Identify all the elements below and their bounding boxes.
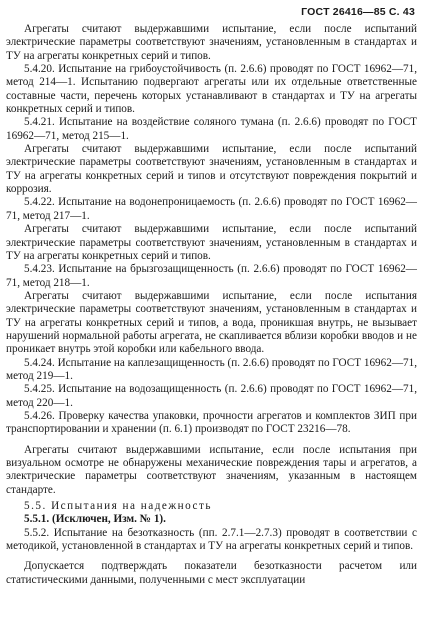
clause-5-4-26: 5.4.26. Проверку качества упаковки, прочности агрегатов и комплектов ЗИП при транспортировании и хранении (п. 6.1) производят по ГОСТ 23216—78.	[6, 409, 417, 436]
clause-5-5-2: 5.5.2. Испытание на безотказность (пп. 2.7.1—2.7.3) проводят в соответствии с методикой, установленной в стандартах и ТУ на агрегаты конкретных серий и типов.	[6, 526, 417, 553]
clause-5-5-1: 5.5.1. (Исключен, Изм. № 1).	[24, 513, 166, 526]
clause-5-4-20: 5.4.20. Испытание на грибоустойчивость (п. 2.6.6) проводят по ГОСТ 16962—71, метод 214—1. Испытанию подвергают агрегаты или их отдельные ответственные составные части, перечень которых устанавливают в стандартах и ТУ на агрегаты конкретных серий и типов.	[6, 63, 417, 116]
paragraph: Агрегаты считают выдержавшими испытание, если после испытания электрические параметры соответствуют значениям, установленным в стандартах и ТУ на агрегаты конкретных серий и типов, а вода, проникшая внутрь, не вызывает нарушений нормальной работы агрегата, не скапливается вблизи коробки вводов и не проникает внутрь этой коробки или кабельного ввода.	[6, 289, 417, 356]
clause-5-4-24: 5.4.24. Испытание на каплезащищенность (п. 2.6.6) проводят по ГОСТ 16962—71, метод 219—1.	[6, 356, 417, 382]
clause-5-4-21: 5.4.21. Испытание на воздействие соляного тумана (п. 2.6.6) проводят по ГОСТ 16962—71, метод 215—1.	[6, 116, 417, 142]
clause-5-4-25: 5.4.25. Испытание на водозащищенность (п. 2.6.6) проводят по ГОСТ 16962—71, метод 220—1.	[6, 383, 417, 409]
clause-5-4-23: 5.4.23. Испытание на брызгозащищенность (п. 2.6.6) проводят по ГОСТ 16962—71, метод 218—1.	[6, 263, 417, 289]
paragraph: Агрегаты считают выдержавшими испытание, если после испытаний электрические параметры соответствуют значениям, установленным в стандартах и ТУ на агрегаты конкретных серий и типов и отсутствуют повреждения покрытий и коррозия.	[6, 143, 417, 196]
paragraph: Агрегаты считают выдержавшими испытание, если после испытания при визуальном осмотре не обнаружены механические повреждения тары и агрегатов, а электрические параметры соответствуют значениям, указанным в настоящем стандарте.	[6, 443, 417, 496]
paragraph: Агрегаты считают выдержавшими испытание, если после испытаний электрические параметры соответствуют значениям, установленным в стандартах и ТУ на агрегаты конкретных серий и типов.	[6, 23, 417, 62]
page-header-standard-ref: ГОСТ 26416—85 С. 43	[301, 6, 415, 18]
section-heading-5-5: 5.5. Испытания на надежность	[24, 500, 212, 513]
clause-5-4-22: 5.4.22. Испытание на водонепроницаемость (п. 2.6.6) проводят по ГОСТ 16962—71, метод 217—1.	[6, 196, 417, 222]
paragraph: Агрегаты считают выдержавшими испытание, если после испытаний электрические параметры соответствуют значениям, установленным в стандартах и ТУ на агрегаты конкретных серий и типов.	[6, 223, 417, 262]
paragraph: Допускается подтверждать показатели безотказности расчетом или статистическими данными, полученными с мест эксплуатации	[6, 560, 417, 586]
